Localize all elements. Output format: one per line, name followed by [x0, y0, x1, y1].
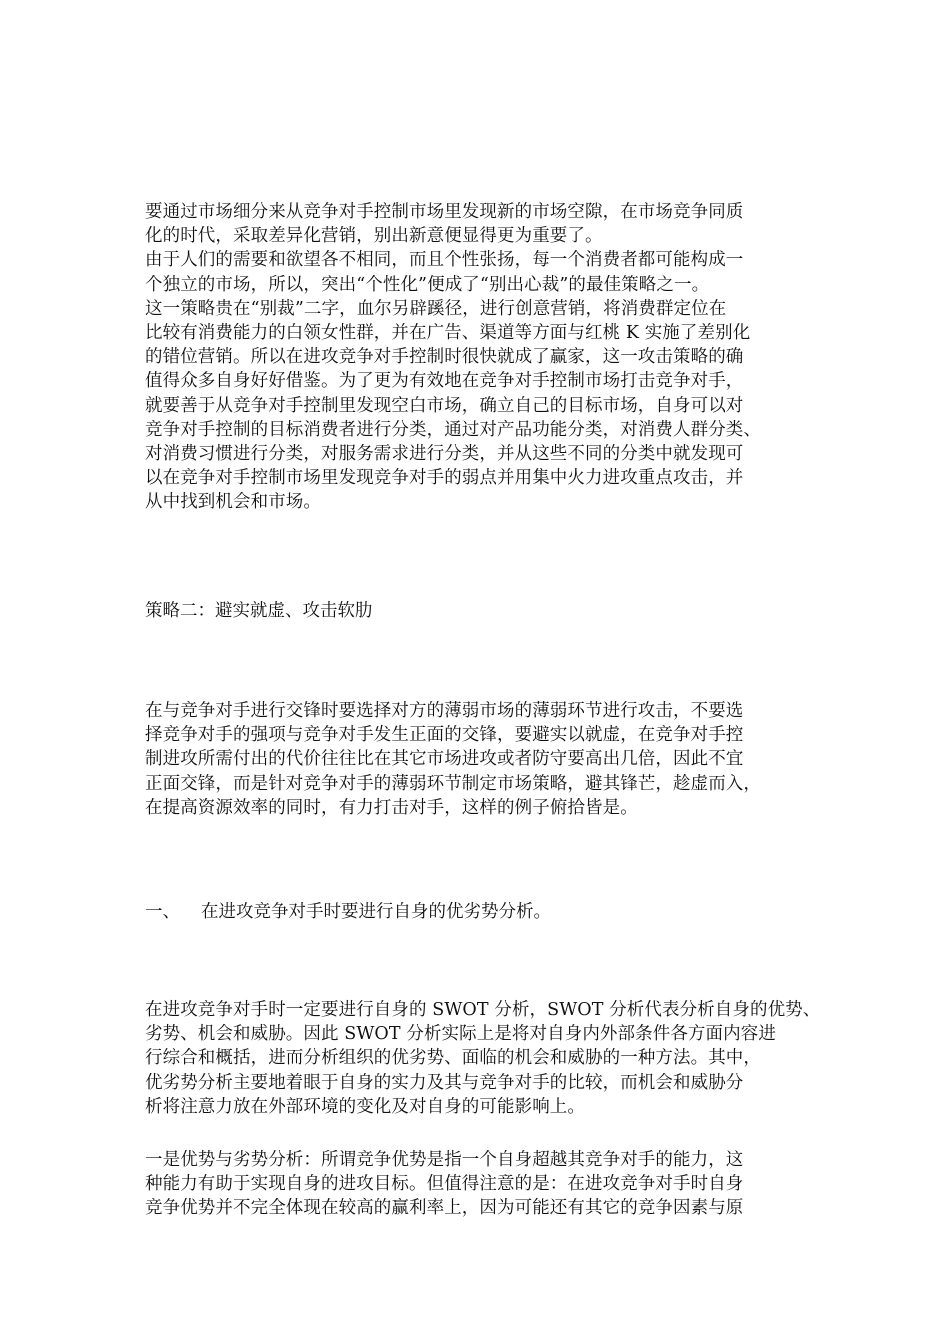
paragraph-avoid-strength	[145, 699, 825, 820]
section-title: 在进攻竞争对手时要进行自身的优劣势分析。	[201, 902, 551, 922]
text-line: 竞争对手控制的目标消费者进行分类，通过对产品功能分类，对消费人群分类、	[145, 419, 761, 440]
text-line: 以在竞争对手控制市场里发现竞争对手的弱点并用集中火力进攻重点攻击，并	[145, 468, 744, 489]
text-line: 要通过市场细分来从竞争对手控制市场里发现新的市场空隙，在市场竞争同质	[145, 202, 744, 222]
text-line: 这一策略贵在“别裁”二字，血尔另辟蹊径，进行创意营销，将消费群定位在	[145, 298, 727, 319]
text-line: 择竞争对手的强项与竞争对手发生正面的交锋，要避实以就虚，在竞争对手控	[145, 725, 744, 746]
text-line: 竞争优势并不完全体现在较高的赢利率上，因为可能还有其它的竞争因素与原	[145, 1198, 744, 1219]
text-line: 优劣势分析主要地着眼于自身的实力及其与竞争对手的比较，而机会和威胁分	[145, 1072, 744, 1093]
text-line: 一是优势与劣势分析：所谓竞争优势是指一个自身超越其竞争对手的能力，这	[145, 1150, 744, 1170]
text-line: 在提高资源效率的同时，有力打击对手，这样的例子俯拾皆是。	[145, 797, 638, 818]
text-line: 从中找到机会和市场。	[145, 492, 321, 513]
text-line: 就要善于从竞争对手控制里发现空白市场，确立自己的目标市场，自身可以对	[145, 395, 744, 416]
text-line: 析将注意力放在外部环境的变化及对自身的可能影响上。	[145, 1096, 585, 1117]
section-number: 一、	[145, 902, 180, 922]
paragraph-strengths-weaknesses	[145, 1148, 825, 1221]
paragraph-market-segmentation	[145, 200, 825, 515]
strategy-two-heading: 策略二：避实就虚、攻击软肋	[145, 601, 373, 621]
section-one-heading	[145, 900, 551, 924]
text-line: 值得众多自身好好借鉴。为了更为有效地在竞争对手控制市场打击竞争对手，	[145, 371, 744, 392]
text-line: 的错位营销。所以在进攻竞争对手控制时很快就成了赢家，这一攻击策略的确	[145, 347, 744, 368]
text-line: 化的时代，采取差异化营销，别出新意便显得更为重要了。	[145, 226, 603, 247]
text-line: 由于人们的需要和欲望各不相同，而且个性张扬，每一个消费者都可能构成一	[145, 250, 744, 271]
text-line: 正面交锋，而是针对竞争对手的薄弱环节制定市场策略，避其锋芒，趁虚而入，	[145, 773, 761, 794]
text-line: 在进攻竞争对手时一定要进行自身的 SWOT 分析，SWOT 分析代表分析自身的优势、	[145, 1000, 821, 1020]
text-line: 种能力有助于实现自身的进攻目标。但值得注意的是：在进攻竞争对手时自身	[145, 1174, 744, 1195]
text-line: 在与竞争对手进行交锋时要选择对方的薄弱市场的薄弱环节进行攻击，不要选	[145, 701, 744, 721]
text-line: 劣势、机会和威胁。因此 SWOT 分析实际上是将对自身内外部条件各方面内容进	[145, 1024, 776, 1045]
text-line: 个独立的市场，所以，突出“个性化”便成了“别出心裁”的最佳策略之一。	[145, 274, 710, 295]
text-line: 行综合和概括，进而分析组织的优劣势、面临的机会和威胁的一种方法。其中，	[145, 1048, 761, 1069]
text-line: 制进攻所需付出的代价往往比在其它市场进攻或者防守要高出几倍，因此不宜	[145, 749, 744, 770]
text-line: 对消费习惯进行分类，对服务需求进行分类，并从这些不同的分类中就发现可	[145, 444, 744, 465]
text-line: 比较有消费能力的白领女性群，并在广告、渠道等方面与红桃 K 实施了差别化	[145, 323, 751, 344]
paragraph-swot-analysis	[145, 998, 825, 1119]
